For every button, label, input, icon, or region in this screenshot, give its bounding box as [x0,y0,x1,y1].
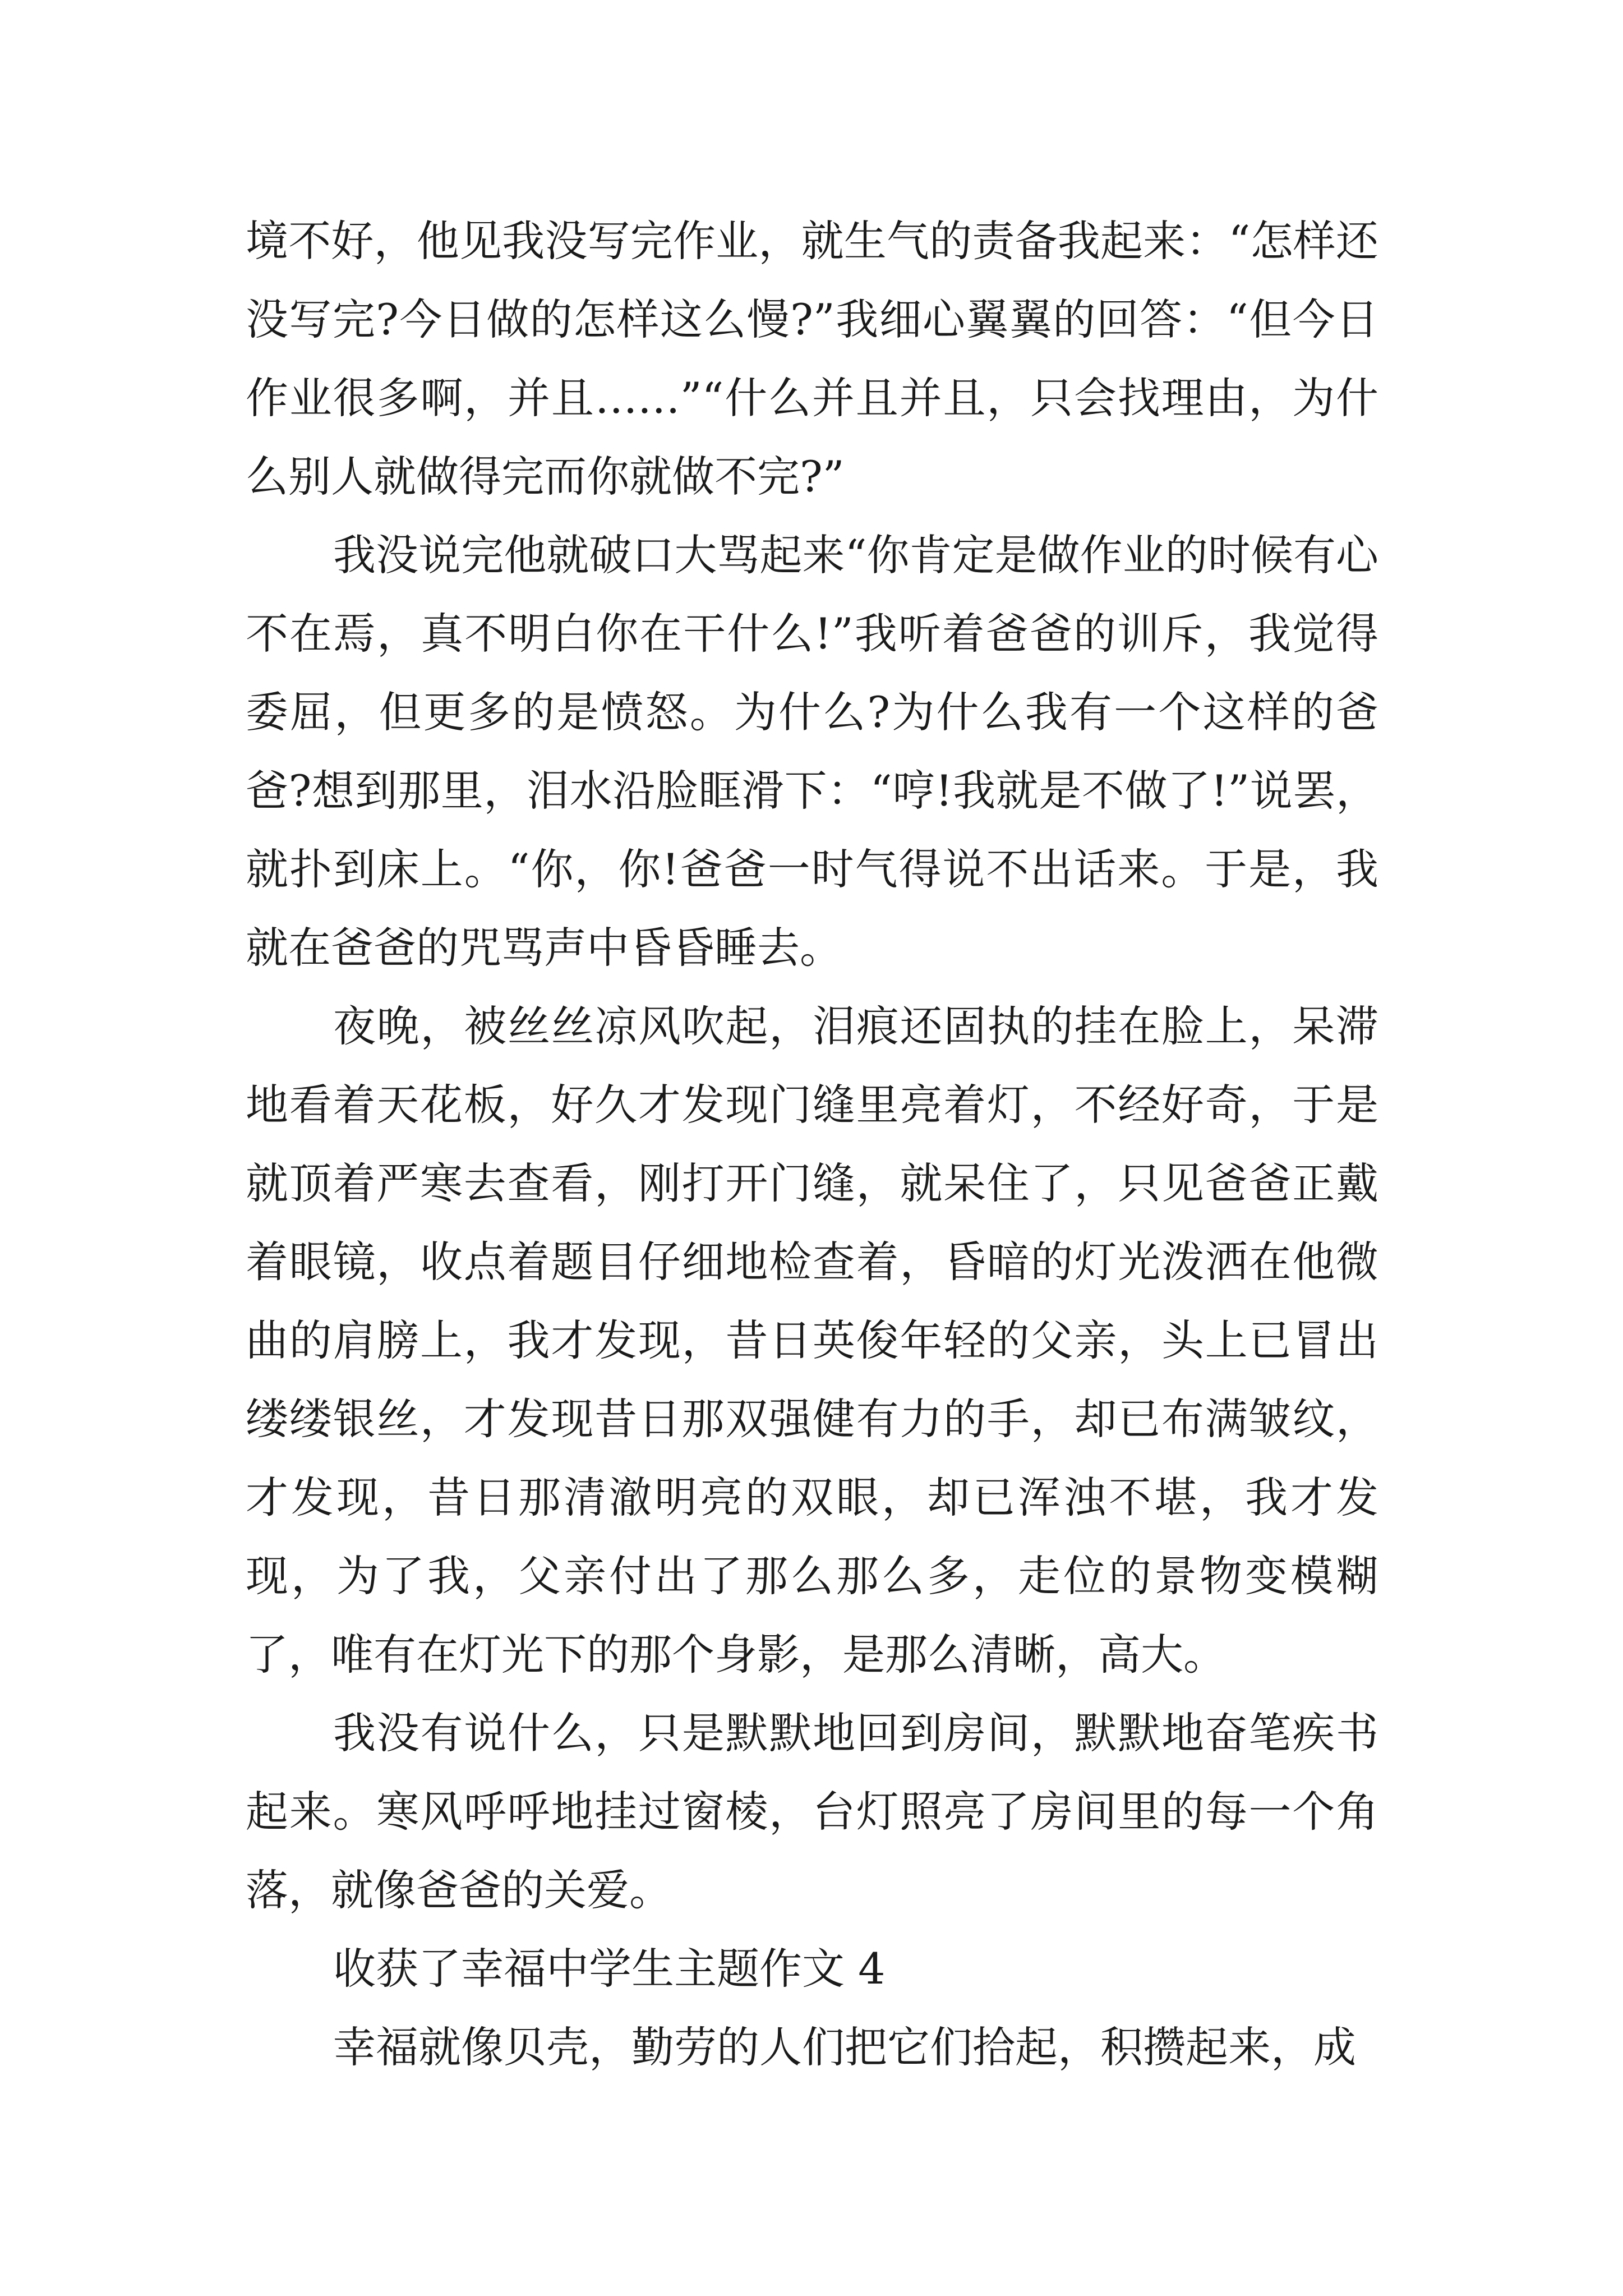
paragraph-continued: 境不好，他见我没写完作业，就生气的责备我起来：“怎样还没写完?今日做的怎样这么慢?”我细心翼翼的回答：“但今日作业很多啊，并且……”“什么并且并且，只会找理由，为什么别人就做得完而你就做不完?” [246,216,1378,501]
document-body [246,202,1378,2087]
section-heading: 收获了幸福中学生主题作文 4 [333,1944,886,1994]
paragraph: 夜晚，被丝丝凉风吹起，泪痕还固执的挂在脸上，呆滞地看着天花板，好久才发现门缝里亮着灯，不经好奇，于是就顶着严寒去查看，刚打开门缝，就呆住了，只见爸爸正戴着眼镜，收点着题目仔细地检查着，昏暗的灯光泼洒在他微曲的肩膀上，我才发现，昔日英俊年轻的父亲，头上已冒出缕缕银丝，才发现昔日那双强健有力的手，却已布满皱纹，才发现，昔日那清澈明亮的双眼，却已浑浊不堪，我才发现，为了我，父亲付出了那么那么多，走位的景物变模糊了，唯有在灯光下的那个身影，是那么清晰，高大。 [246,1001,1378,1680]
paragraph: 我没有说什么，只是默默地回到房间，默默地奋笔疾书起来。寒风呼呼地挂过窗棱，台灯照亮了房间里的每一个角落，就像爸爸的关爱。 [246,1708,1378,1915]
paragraph: 我没说完他就破口大骂起来“你肯定是做作业的时候有心不在焉，真不明白你在干什么!”我听着爸爸的训斥，我觉得委屈，但更多的是愤怒。为什么?为什么我有一个这样的爸爸?想到那里，泪水沿脸眶滑下：“哼!我就是不做了!”说罢，就扑到床上。“你，你!爸爸一时气得说不出话来。于是，我就在爸爸的咒骂声中昏昏睡去。 [246,530,1378,973]
paragraph: 幸福就像贝壳，勤劳的人们把它们拾起，积攒起来，成 [333,2022,1356,2072]
